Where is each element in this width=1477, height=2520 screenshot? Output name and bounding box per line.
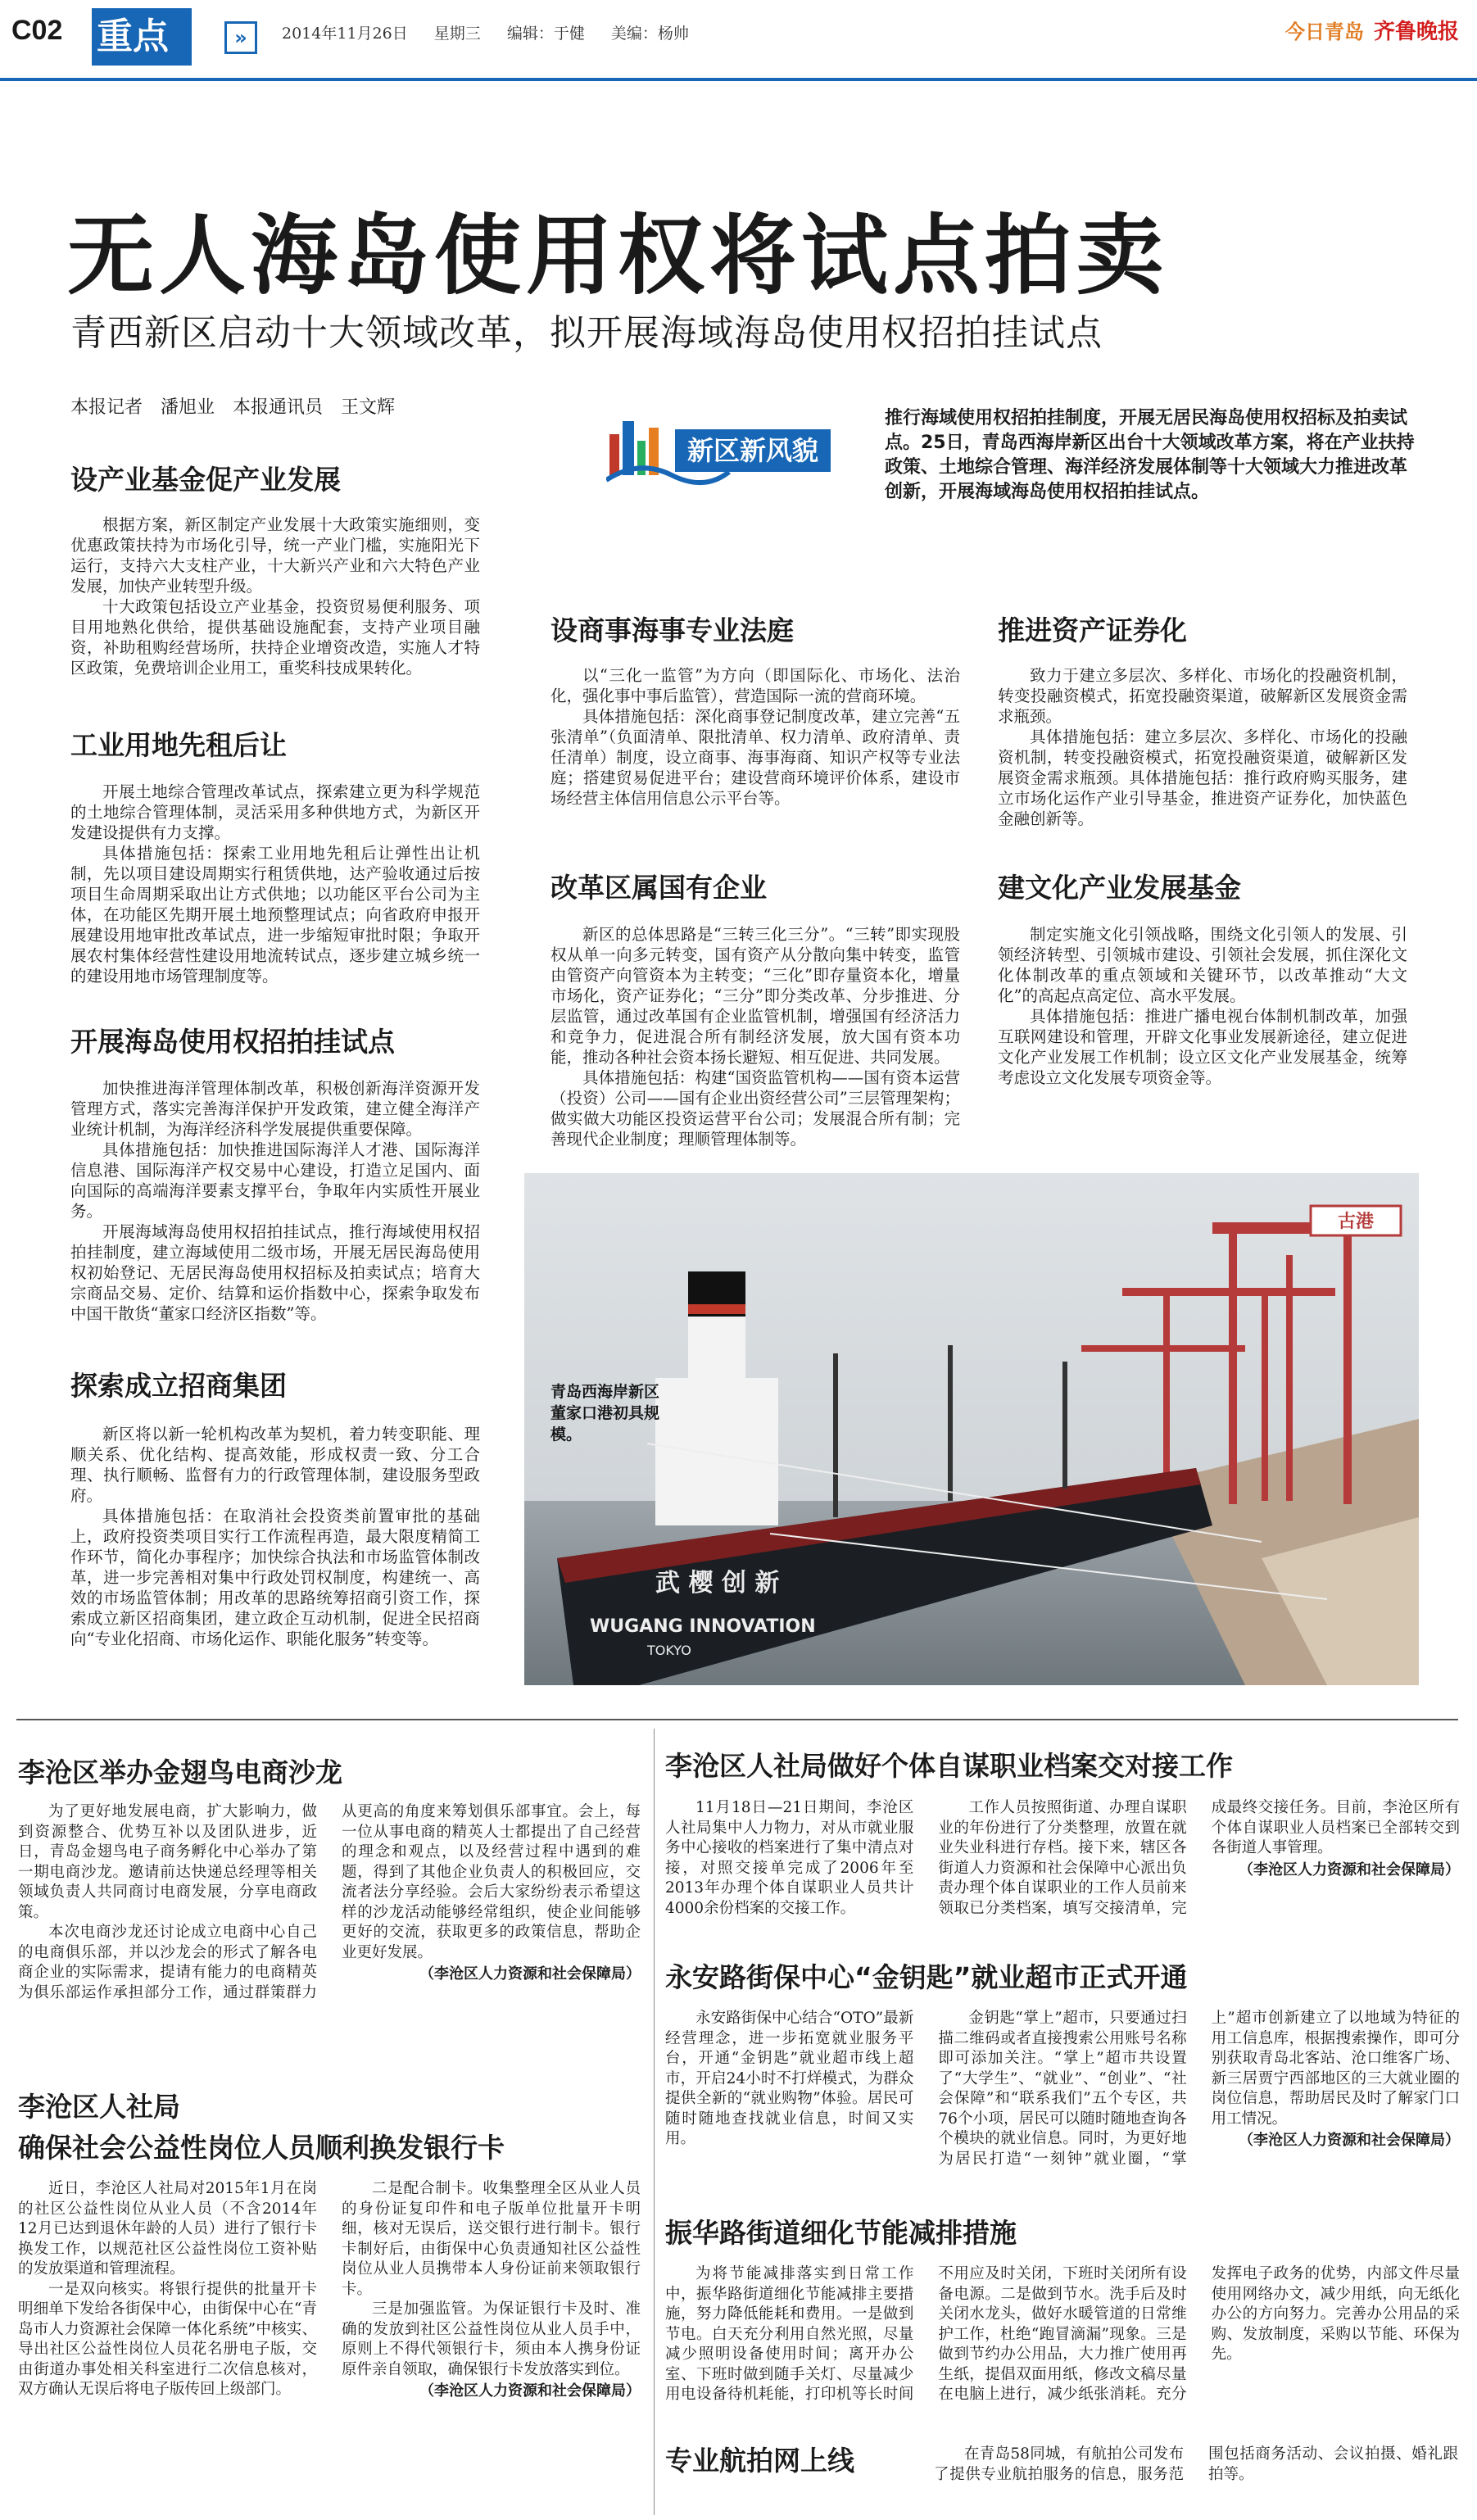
- double-chevron-icon: »: [224, 21, 257, 54]
- news-body: 在青岛58同城，有航拍公司发布了提供专业航拍服务的信息，服务范围包括商务活动、会议拍摄、婚礼跟拍等。: [934, 2445, 1458, 2483]
- section-title: 推进资产证券化: [998, 614, 1187, 646]
- news-body: 11月18日—21日期间，李沧区人社局集中人力物力，对从市就业服务中心接收的档案进行了集中清点对接，对照交接单完成了2006年至2013年办理个体自谋职业人员共计4000余份档案的交接工作。 工作人员按照街道、办理自谋职业的年份进行了分类整理，放置在就业失业科进行存档。接下来，辖区各街道人力资源和社会保障中心派出负责办理个体自谋职业的工作人员前来领取已分类档案，填写交接清单，完成最终交接任务。目前，李沧区所有个体自谋职业人员档案已全部转交到各街道人事管理。 （李沧区人力资源和社会保障局）: [665, 1799, 1460, 1917]
- page-number: C02: [11, 15, 63, 46]
- news-source: （李沧区人力资源和社会保障局）: [419, 2382, 641, 2400]
- logo-text: 新区新风貌: [686, 435, 819, 466]
- news-title: 李沧区举办金翅鸟电商沙龙: [18, 1756, 342, 1788]
- newspaper-name: 齐鲁晚报: [1373, 20, 1459, 44]
- news-source: （李沧区人力资源和社会保障局）: [1238, 1861, 1460, 1879]
- section-body: 新区将以新一轮机构改革为契机，着力转变职能、理顺关系、优化结构、提高效能，形成权责一致、分工合理、执行顺畅、监督有力的行政管理体制，建设服务型政府。 具体措施包括：在取消社会投资类前置审批的基础上，政府投资类项目实行工作流程再造，最大限度精简工作环节，简化办事程序；加快综合执法和市场监管体制改革，进一步完善相对集中行政处罚权制度，构建统一、高效的市场监管体制；用改革的思路统筹招商引资工作，探索成立新区招商集团，建立政企互动机制，促进全民招商向“专业化招商、市场化运作、职能化服务”转变等。: [70, 1425, 480, 1648]
- section-body: 开展土地综合管理改革试点，探索建立更为科学规范的土地综合管理体制，灵活采用多种供地方式，为新区开发建设提供有力支撑。 具体措施包括：探索工业用地先租后让弹性出让机制，先以项目建设周期实行租赁供地，达产验收通过后按项目生命周期采取出让方式供地；以功能区平台公司为主体，在功能区先期开展土地预整理试点；向省政府申报开展建设用地审批改革试点，进一步缩短审批时限；争取开展农村集体经营性建设用地流转试点，逐步建立城乡统一的建设用地市场管理制度等。: [70, 782, 480, 986]
- section-title: 工业用地先租后让: [70, 729, 287, 761]
- masthead: [1285, 15, 1459, 45]
- section-body: 加快推进海洋管理体制改革，积极创新海洋资源开发管理方式，落实完善海洋保护开发政策，建立健全海洋产业统计机制，为海洋经济科学发展提供重要保障。 具体措施包括：加快推进国际海洋人才港、国际海洋信息港、国际海洋产权交易中心建设，打造立足国内、面向国际的高端海洋要素支撑平台，争取年内实质性开展业务。 开展海域海岛使用权招拍挂试点，推行海域使用权招拍挂制度，建立海域使用二级市场，开展无居民海岛使用权初始登记、无居民海岛使用权招标及拍卖试点；培育大宗商品交易、定价、结算和运价指数中心，探索争取发布中国干散货“董家口经济区指数”等。: [70, 1079, 480, 1323]
- section-body: 新区的总体思路是“三转三化三分”。“三转”即实现股权从单一向多元转变，国有资产从分散向集中转变，监管由管资产向管资本为主转变；“三化”即存量资本化，增量市场化，资产证券化；“三分”即分类改革、分步推进、分层监管，通过改革国有企业监管机制，增强国有经济活力和竞争力，促进混合所有制经济发展，放大国有资本功能，推动各种社会资本扬长避短、相互促进、共同发展。 具体措施包括：构建“国资监管机构——国有资本运营（投资）公司——国有企业出资经营公司”三层管理架构；做实做大功能区投资运营平台公司；发展混合所有制；完善现代企业制度；理顺管理体制等。: [550, 925, 960, 1149]
- designer: 美编：杨帅: [610, 25, 689, 43]
- section-title: 设产业基金促产业发展: [70, 464, 341, 496]
- section-body: 根据方案，新区制定产业发展十大政策实施细则，变优惠政策扶持为市场化引导，统一产业门槛，实施阳光下运行，支持六大支柱产业，十大新兴产业和六大特色产业发展，加快产业转型升级。 十大政策包括设立产业基金，投资贸易便利服务、项目用地熟化供给，提供基础设施配套，支持产业项目融资，补助租购经营场所，扶持企业增资改造，实施人才特区政策，免费培训企业用工，重奖科技成果转化。: [70, 515, 480, 678]
- news-source: （李沧区人力资源和社会保障局）: [1238, 2132, 1460, 2149]
- crane-sign: 古港: [1337, 1212, 1375, 1232]
- section-title: 建文化产业发展基金: [998, 872, 1241, 904]
- new-district-logo: [606, 410, 856, 492]
- news-title: 专业航拍网上线: [665, 2445, 854, 2477]
- section-title: 改革区属国有企业: [550, 872, 767, 904]
- news-title: 确保社会公益性岗位人员顺利换发银行卡: [18, 2132, 505, 2164]
- section-title: 探索成立招商集团: [70, 1370, 287, 1402]
- headline: 无人海岛使用权将试点拍卖: [67, 206, 1168, 306]
- news-body: 为将节能减排落实到日常工作中，振华路街道细化节能减排主要措施，努力降低能耗和费用。一是做到节电。白天充分利用自然光照，尽量减少照明设备使用时间；离开办公室、下班时做到随手关灯、尽量减少用电设备待机耗能，打印机等长时间不用应及时关闭，下班时关闭所有设备电源。二是做到节水。洗手后及时关闭水龙头，做好水暖管道的日常维护工作，杜绝“跑冒滴漏”现象。三是做到节约办公用品，大力推广使用再生纸，提倡双面用纸，修改文稿尽量在电脑上进行，减少纸张消耗。充分发挥电子政务的优势，内部文件尽量使用网络办文，减少用纸，向无纸化办公的方向努力。完善办公用品的采购、发放制度，采购以节能、环保为先。: [665, 2265, 1460, 2403]
- news-source: （李沧区人力资源和社会保障局）: [419, 1965, 641, 1983]
- header-meta: [282, 21, 710, 43]
- section-label: 重点: [92, 8, 192, 66]
- weekday: 星期三: [433, 25, 481, 43]
- lead-paragraph: 推行海域使用权招拍挂制度，开展无居民海岛使用权招标及拍卖试点。25日，青岛西海岸新区出台十大领域改革方案，将在产业扶持政策、土地综合管理、海洋经济发展体制等十大领域大力推进改革创新，开展海域海岛使用权招拍挂试点。: [885, 408, 1415, 502]
- photo-caption: 青岛西海岸新区董家口港初具规模。: [550, 1383, 660, 1444]
- editor: 编辑：于健: [506, 25, 585, 43]
- byline: 本报记者 潘旭业 本报通讯员 王文辉: [70, 397, 396, 418]
- ship-port: TOKYO: [647, 1643, 691, 1658]
- section-title: 开展海岛使用权招拍挂试点: [70, 1026, 395, 1058]
- header-rule: [0, 78, 1477, 81]
- column-divider: [654, 1729, 655, 2515]
- news-title: 李沧区人社局做好个体自谋职业档案交对接工作: [665, 1750, 1233, 1782]
- section-body: 制定实施文化引领战略，围绕文化引领人的发展、引领经济转型、引领城市建设、引领社会发展，抓住深化文化体制改革的重点领域和关键环节，以改革推动“大文化”的高起点高定位、高水平发展。 具体措施包括：推进广播电视台体制机制改革，加强互联网建设和管理，开辟文化事业发展新途径，建立促进文化产业发展工作机制；设立区文化产业发展基金，统筹考虑设立文化发展专项资金等。: [998, 925, 1407, 1087]
- section-divider: [16, 1719, 1458, 1720]
- news-body: 近日，李沧区人社局对2015年1月在岗的社区公益性岗位从业人员（不含2014年12月已达到退休年龄的人员）进行了银行卡换发工作，以规范社区公益性岗位工资补贴的发放渠道和管理流程。 一是双向核实。将银行提供的批量开卡明细单下发给各街保中心，由街保中心在“青岛市人力资源社会保障一体化系统”中核实、导出社区公益性岗位人员花名册电子版，交由街道办事处相关科室进行二次信息核对，双方确认无误后将电子版传回上级部门。 二是配合制卡。收集整理全区从业人员的身份证复印件和电子版单位批量开卡明细，核对无误后，送交银行进行制卡。银行卡制好后，由街保中心负责通知社区公益性岗位从业人员携带本人身份证前来领取银行卡。 三是加强监管。为保证银行卡及时、准确的发放到社区公益性岗位从业人员手中，原则上不得代领银行卡，须由本人携身份证原件亲自领取，确保银行卡发放落实到位。 （李沧区人力资源和社会保障局）: [18, 2179, 641, 2402]
- issue-date: 2014年11月26日: [282, 25, 408, 43]
- column-name: 今日青岛: [1284, 20, 1364, 43]
- section-body: 致力于建立多层次、多样化、市场化的投融资机制，转变投融资模式，拓宽投融资渠道，破解新区发展资金需求瓶颈。 具体措施包括：建立多层次、多样化、市场化的投融资机制，转变投融资模式，拓宽投融资渠道，破解新区发展资金需求瓶颈。具体措施包括：推行政府购买服务，建立市场化运作产业引导基金，推进资产证券化，加快蓝色金融创新等。: [998, 666, 1407, 828]
- section-body: 以“三化一监管”为方向（即国际化、市场化、法治化，强化事中事后监管），营造国际一流的营商环境。 具体措施包括：深化商事登记制度改革，建立完善“五张清单”（负面清单、限批清单、权力清单、政府清单、责任清单）制度，设立商事、海事海商、知识产权等专业法庭；搭建贸易促进平台；建设营商环境评价体系，建设市场经营主体信用信息公示平台等。: [550, 666, 960, 808]
- news-body: 永安路街保中心结合“OTO”最新经营理念，进一步拓宽就业服务平台，开通“金钥匙”就业超市线上超市，开启24小时不打烊模式，为群众提供全新的“就业购物”体验。居民可随时随地查找就业信息，时间又实用。 金钥匙“掌上”超市，只要通过扫描二维码或者直接搜索公用账号名称即可添加关注。“掌上”超市共设置了“大学生”、“就业”、“创业”、“社会保障”和“联系我们”五个专区，共76个小项，居民可以随时随地查询各个模块的就业信息。同时，为更好地为居民打造“一刻钟”就业圈，“掌上”超市创新建立了以地域为特征的用工信息库，根据搜索操作，即可分别获取青岛北客站、沧口维客广场、新三居贾宁西部地区的三大就业圈的岗位信息，帮助居民及时了解家门口用工情况。 （李沧区人力资源和社会保障局）: [665, 2010, 1460, 2168]
- section-title: 设商事海事专业法庭: [550, 614, 794, 646]
- news-body: 为了更好地发展电商，扩大影响力，做到资源整合、优势互补以及团队进步，近日，青岛金翅鸟电子商务孵化中心举办了第一期电商沙龙。邀请前达快递总经理等相关领域负责人共同商讨电商发展，分享电商政策。 本次电商沙龙还讨论成立电商中心自己的电商俱乐部，并以沙龙会的形式了解各电商企业的实际需求，提请有能力的电商精英为俱乐部运作承担部分工作，通过群策群力从更高的角度来筹划俱乐部事宜。会上，每一位从事电商的精英人士都提出了自己经营的理念和观点，以及经营过程中遇到的难题，得到了其他企业负责人的积极回应，交流者法分享经验。会后大家纷纷表示希望这样的沙龙活动能够经常组织，使企业间能够更好的交流，获取更多的政策信息，帮助企业更好发展。 （李沧区人力资源和社会保障局）: [18, 1803, 641, 2001]
- subheadline: 青西新区启动十大领域改革，拟开展海域海岛使用权招拍挂试点: [70, 312, 1103, 354]
- ship-name-cn: 武 樱 创 新: [655, 1569, 780, 1598]
- news-title: 李沧区人社局: [18, 2091, 180, 2123]
- news-title: 永安路街保中心“金钥匙”就业超市正式开通: [665, 1961, 1188, 1993]
- news-title: 振华路街道细化节能减排措施: [665, 2217, 1017, 2249]
- ship-name-en: WUGANG INNOVATION: [590, 1616, 816, 1637]
